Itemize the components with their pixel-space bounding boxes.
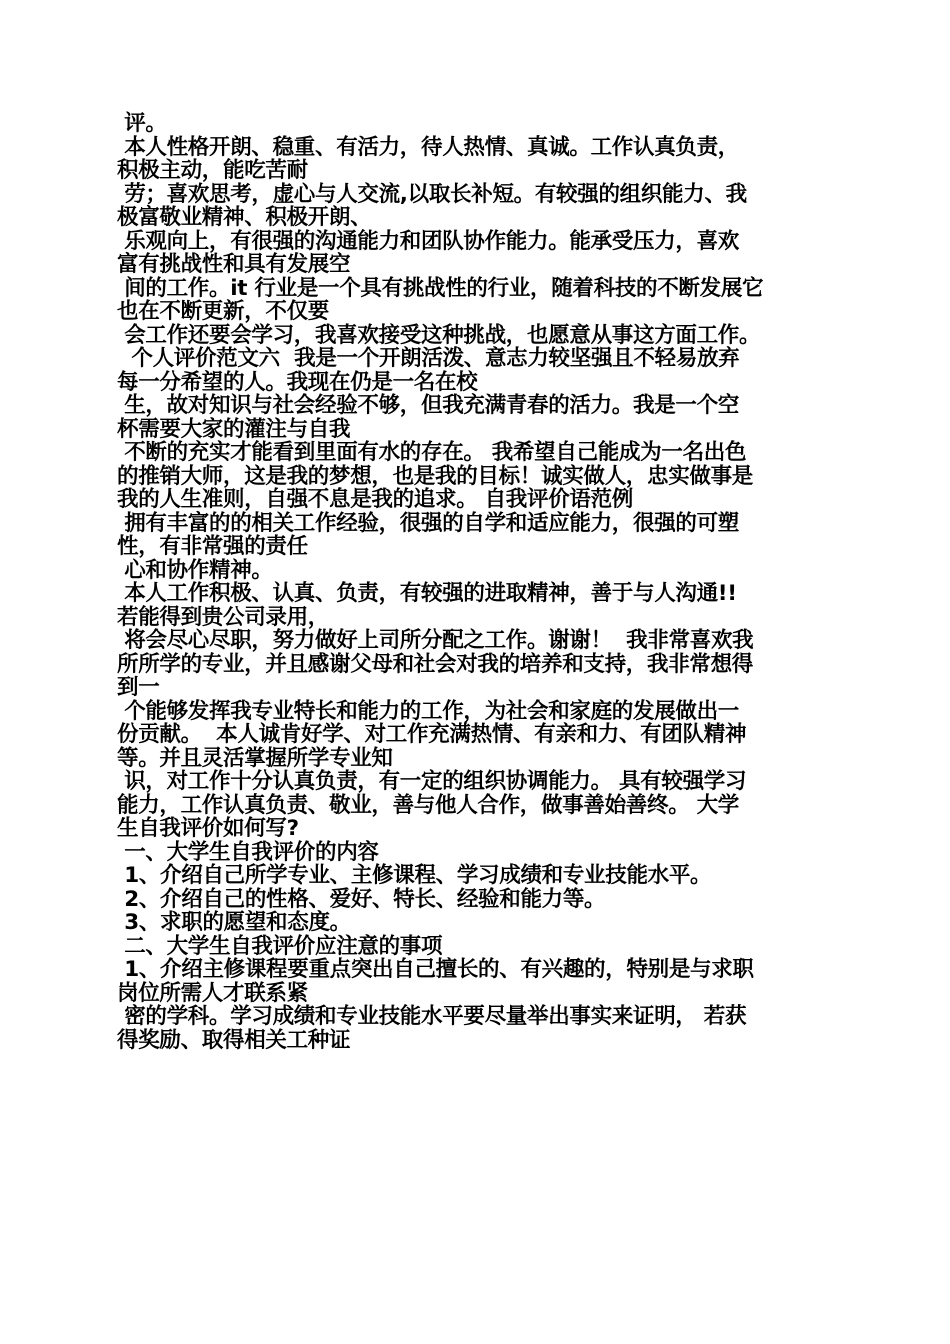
paragraph-6: 会工作还要会学习，我喜欢接受这种挑战，也愿意从事这方面工作。 个人评价范文六 我是一个开朗活泼、意志力较坚强且不轻易放弃 每一分希望的人。我现在仍是一名在校	[117, 322, 761, 395]
paragraph-4: 乐观向上，有很强的沟通能力和团队协作能力。能承受压力，喜欢 富有挑战性和具有发展空	[117, 228, 739, 277]
paragraph-14: 识，对工作十分认真负责，有一定的组织协调能力。 具有较强学习 能力，工作认真负责、敬业，善与他人合作，做事善始善终。 大学 生自我评价如何写?	[117, 769, 747, 841]
paragraph-10: 心和协作精神。	[117, 557, 273, 583]
paragraph-8: 不断的充实才能看到里面有水的存在。 我希望自己能成为一名出色 的推销大师，这是我的梦想，也是我的目标！诚实做人，忠实做事是 我的人生准则，自强不息是我的追求。 自我评价语范例	[117, 440, 754, 512]
list-item-4: 1、介绍主修课程要重点突出自己擅长的、有兴趣的，特别是与求职 岗位所需人才联系紧	[117, 957, 754, 1006]
paragraph-5: 间的工作。it 行业是一个具有挑战性的行业，随着科技的不断发展它 也在不断更新，不仅要	[117, 275, 764, 324]
paragraph-13: 个能够发挥我专业特长和能力的工作，为社会和家庭的发展做出一 份贡献。 本人诚肯好学、对工作充满热情、有亲和力、有团队精神 等。并且灵活掌握所学专业知	[117, 698, 747, 771]
paragraph-2: 本人性格开朗、稳重、有活力，待人热情、真诚。工作认真负责， 积极主动，能吃苦耐	[117, 134, 739, 183]
paragraph-last: 密的学科。学习成绩和专业技能水平要尽量举出事实来证明， 若获 得奖励、取得相关工种证	[117, 1004, 747, 1053]
list-item-1: 1、介绍自己所学专业、主修课程、学习成绩和专业技能水平。	[117, 863, 712, 888]
paragraph-1: 评。	[117, 111, 167, 136]
document-body	[117, 112, 837, 1052]
section-heading-2: 二、大学生自我评价应注意的事项	[117, 933, 443, 959]
paragraph-7: 生，故对知识与社会经验不够，但我充满青春的活力。我是一个空 杯需要大家的灌注与自我	[117, 393, 739, 442]
list-item-3: 3、求职的愿望和态度。	[117, 910, 351, 935]
paragraph-11: 本人工作积极、认真、负责，有较强的进取精神，善于与人沟通!! 若能得到贵公司录用，	[117, 581, 737, 630]
paragraph-9: 拥有丰富的的相关工作经验，很强的自学和适应能力，很强的可塑 性，有非常强的责任	[117, 510, 739, 559]
list-item-2: 2、介绍自己的性格、爱好、特长、经验和能力等。	[117, 886, 606, 912]
paragraph-12: 将会尽心尽职，努力做好上司所分配之工作。谢谢！ 我非常喜欢我 所所学的专业，并且感谢父母和社会对我的培养和支持，我非常想得 到一	[117, 628, 754, 700]
section-heading-1: 一、大学生自我评价的内容	[117, 839, 379, 865]
paragraph-3: 劳；喜欢思考，虚心与人交流,以取长补短。有较强的组织能力、我 极富敬业精神、积极开朗、	[117, 181, 747, 230]
